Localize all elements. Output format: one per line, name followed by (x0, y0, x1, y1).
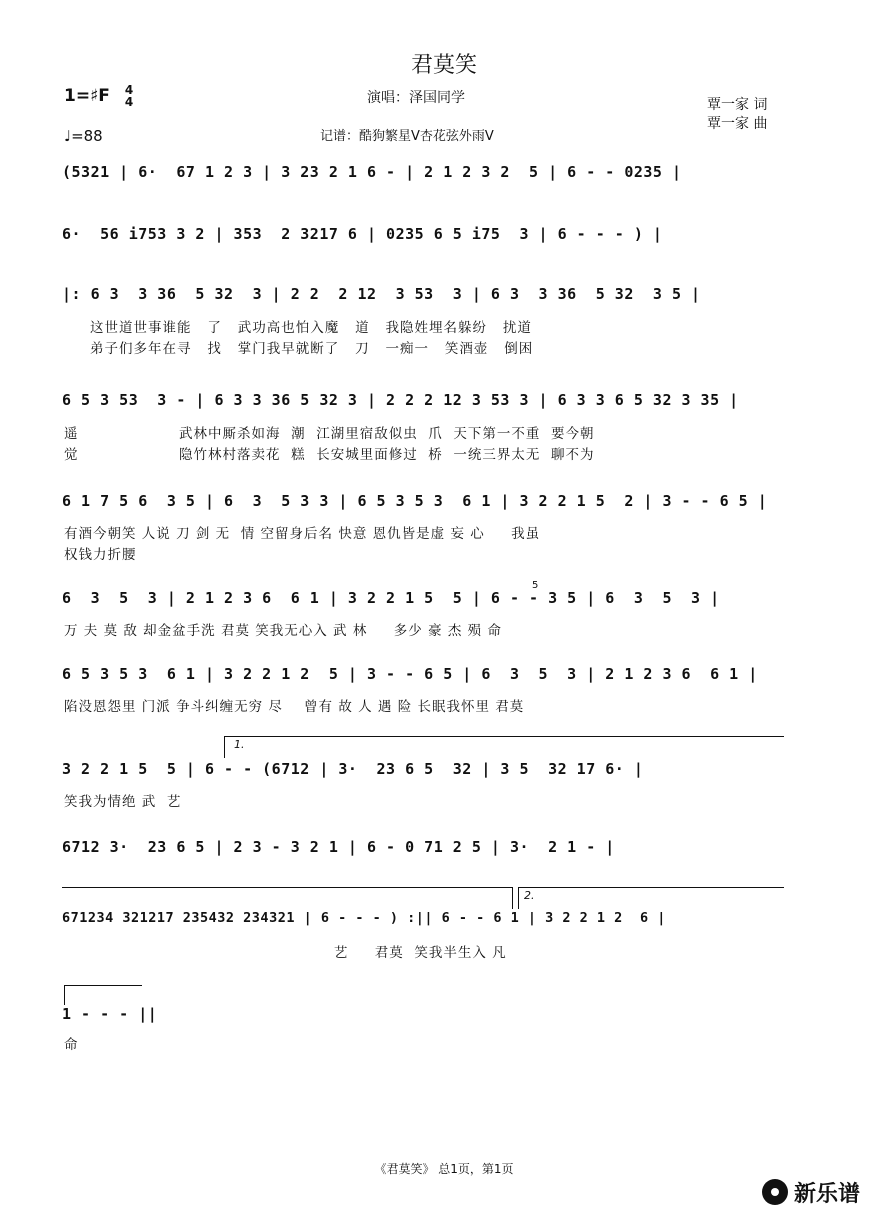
volta-end-mark (64, 985, 65, 1005)
grace-note: 5 (532, 580, 539, 591)
volta-bracket-end (512, 887, 513, 909)
time-sig-top: 4 (124, 83, 134, 97)
lyric-line: 遥 武林中厮杀如海 潮 江湖里宿敌似虫 爪 天下第一不重 要今朝 (64, 426, 595, 442)
volta-2-start (518, 887, 519, 909)
site-logo[interactable] (762, 1177, 880, 1209)
lyric-line: 笑我为情绝 武 艺 (64, 794, 182, 810)
volta-bracket-line (62, 887, 512, 888)
score-row: 1 - - - || (62, 1005, 158, 1023)
volta-2-line (518, 887, 784, 888)
volta-bracket-line (224, 736, 784, 737)
score-row: 6 3 5 3 | 2 1 2 3 6 6 1 | 3 2 2 1 5 5 | 6 - - 3 5 | 6 3 5 3 | (62, 589, 720, 607)
lyric-line: 陷没恩怨里 门派 争斗纠缠无穷 尽 曾有 故 人 遇 险 长眠我怀里 君莫 (64, 699, 525, 715)
score-row: 6 5 3 53 3 - | 6 3 3 36 5 32 3 | 2 2 2 12 3 53 3 | 6 3 3 6 5 32 3 35 | (62, 391, 739, 409)
score-row: 3 2 2 1 5 5 | 6 - - (6712 | 3· 23 6 5 32 | 3 5 32 17 6· | (62, 760, 644, 778)
song-title: 君莫笑 (410, 53, 477, 78)
lyric-line: 命 (64, 1037, 79, 1053)
score-row: (5321 | 6· 67 1 2 3 | 3 23 2 1 6 - | 2 1 2 3 2 5 | 6 - - 0235 | (62, 163, 682, 181)
score-row: 6 5 3 5 3 6 1 | 3 2 2 1 2 5 | 3 - - 6 5 | 6 3 5 3 | 2 1 2 3 6 6 1 | (62, 665, 758, 683)
transcriber-credit: 记谱：酷狗繁星V杏花弦外雨V (320, 129, 494, 144)
logo-text: 新乐谱 (794, 1182, 861, 1207)
lyric-line: 弟子们多年在寻 找 掌门我早就断了 刀 一痴一 笑酒壶 倒困 (90, 341, 534, 357)
volta-end-line (64, 985, 142, 986)
singer-credit: 演唱：泽国同学 (367, 90, 465, 106)
score-row: 6 1 7 5 6 3 5 | 6 3 5 3 3 | 6 5 3 5 3 6 1 | 3 2 2 1 5 2 | 3 - - 6 5 | (62, 492, 768, 510)
time-signature (122, 84, 136, 108)
vinyl-disc-icon (762, 1179, 788, 1205)
tempo-marking: ♩=88 (64, 127, 103, 145)
lyric-line: 觉 隐竹林村落卖花 糕 长安城里面修过 桥 一统三界太无 聊不为 (64, 447, 595, 463)
score-row: |: 6 3 3 36 5 32 3 | 2 2 2 12 3 53 3 | 6 3 3 36 5 32 3 5 | (62, 285, 701, 303)
score-row: 6· 56 i753 3 2 | 353 2 3217 6 | 0235 6 5 i75 3 | 6 - - - ) | (62, 225, 663, 243)
lyric-line: 权钱力折腰 (64, 547, 137, 563)
score-row: 671234 321217 235432 234321 | 6 - - - ) :|| 6 - - 6 1 | 3 2 2 1 2 6 | (62, 910, 666, 926)
lyric-line: 这世道世事谁能 了 武功高也怕入魔 道 我隐姓埋名躲纷 扰道 (90, 320, 532, 336)
lyric-line: 有酒今朝笑 人说 刀 剑 无 情 空留身后名 快意 恩仇皆是虚 妄 心 我虽 (64, 526, 541, 542)
composer-credit: 覃一家 曲 (707, 116, 768, 132)
volta-1-label: 1. (234, 738, 245, 751)
key-signature: 1=♯F (64, 86, 110, 106)
page-footer: 《君莫笑》 总1页，第1页 (374, 1162, 514, 1176)
lyricist-credit: 覃一家 词 (707, 97, 768, 113)
time-sig-bottom: 4 (124, 95, 134, 109)
lyric-line: 万 夫 莫 敌 却金盆手洗 君莫 笑我无心入 武 林 多少 豪 杰 殒 命 (64, 623, 502, 639)
volta-bracket-start (224, 736, 225, 758)
score-row: 6712 3· 23 6 5 | 2 3 - 3 2 1 | 6 - 0 71 2 5 | 3· 2 1 - | (62, 838, 615, 856)
volta-2-label: 2. (524, 889, 535, 902)
lyric-line: 艺 君莫 笑我半生入 凡 (64, 945, 507, 961)
